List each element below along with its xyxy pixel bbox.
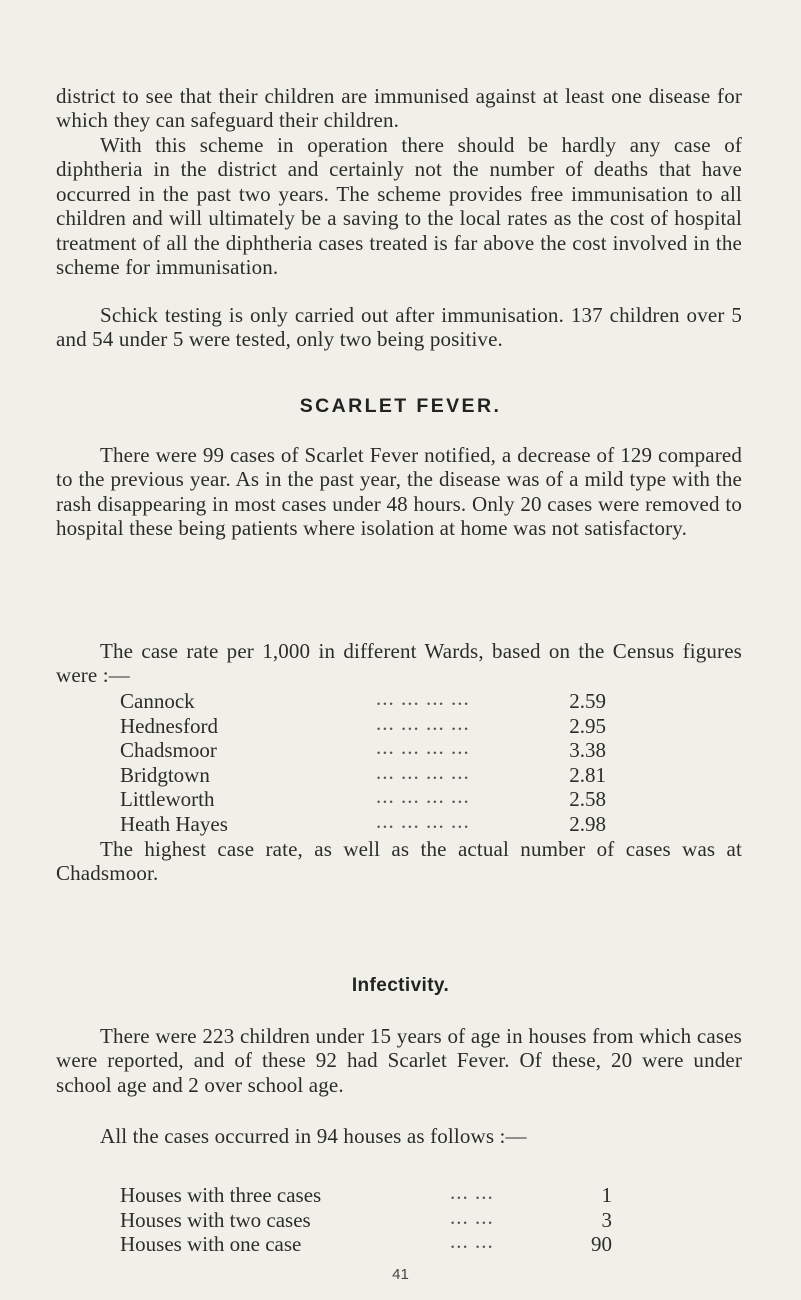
ward-rate: 3.38 xyxy=(569,738,606,763)
ward-name: Hednesford xyxy=(120,713,218,738)
ward-name: Littleworth xyxy=(120,787,215,812)
leader-dots: ... ... xyxy=(450,1204,494,1229)
intro-paragraph-scheme: With this scheme in operation there should be hardly any case of diphtheria in the district and certainly not the number of deaths that have occurred in the past two years. The scheme provides free immunisation to all children and will ultimately be a saving to the local rates as the cost of hospital treatment of all the diphtheria cases treated is far above the cost involved in the scheme for immunisation. xyxy=(56,133,742,280)
ward-rate: 2.95 xyxy=(569,713,606,738)
ward-row xyxy=(120,735,606,763)
ward-row xyxy=(120,686,606,714)
ward-name: Bridgtown xyxy=(120,762,210,787)
ward-name: Heath Hayes xyxy=(120,811,228,836)
houses-row xyxy=(120,1204,612,1233)
houses-cases-table xyxy=(120,1180,612,1257)
ward-rate: 2.58 xyxy=(569,787,606,812)
leader-dots: ... ... ... ... xyxy=(376,759,470,784)
ward-name: Chadsmoor xyxy=(120,738,217,763)
ward-row xyxy=(120,759,606,788)
infectivity-heading: Infectivity. xyxy=(351,975,450,996)
intro-paragraph-schick: Schick testing is only carried out after immunisation. 137 children over 5 and 54 under 5 were tested, only two being positive. xyxy=(56,303,742,352)
infectivity-paragraph-houses: All the cases occurred in 94 houses as follows :— xyxy=(100,1124,527,1148)
scarlet-paragraph-notified: There were 99 cases of Scarlet Fever notified, a decrease of 129 compared to the previous year. As in the past year, the disease was of a mild type with the rash disappearing in most cases under 48 hours. Only 20 cases were removed to hospital these being patients where isolation at home was not satisfactory. xyxy=(56,443,742,541)
leader-dots: ... ... ... ... xyxy=(376,784,470,809)
ward-rate: 2.81 xyxy=(569,762,606,787)
leader-dots: ... ... xyxy=(450,1180,494,1204)
ward-row xyxy=(120,808,606,837)
houses-label: Houses with one case xyxy=(120,1232,302,1257)
houses-count: 90 xyxy=(591,1232,612,1257)
ward-row xyxy=(120,784,606,812)
leader-dots: ... ... ... ... xyxy=(376,686,470,710)
leader-dots: ... ... ... ... xyxy=(376,808,470,833)
leader-dots: ... ... xyxy=(450,1229,494,1254)
leader-dots: ... ... ... ... xyxy=(376,710,470,735)
houses-label: Houses with two cases xyxy=(120,1207,311,1232)
leader-dots: ... ... ... ... xyxy=(376,735,470,760)
ward-name: Cannock xyxy=(120,689,195,713)
page-number: 41 xyxy=(392,1266,409,1283)
scarlet-fever-heading: SCARLET FEVER. xyxy=(299,395,502,417)
ward-row xyxy=(120,710,606,739)
ward-rate: 2.59 xyxy=(569,689,606,713)
ward-rate: 2.98 xyxy=(569,811,606,836)
ward-case-rate-table xyxy=(120,686,606,837)
houses-count: 3 xyxy=(601,1207,612,1232)
houses-row xyxy=(120,1229,612,1257)
scarlet-paragraph-case-rate: The case rate per 1,000 in different Wards, based on the Census figures were :— xyxy=(56,639,742,688)
intro-paragraph-continued: district to see that their children are immunised against at least one disease for which they can safeguard their children. xyxy=(56,84,742,133)
infectivity-paragraph-children: There were 223 children under 15 years of age in houses from which cases were reported, and of these 92 had Scarlet Fever. Of these, 20 were under school age and 2 over school age. xyxy=(56,1024,742,1097)
houses-row xyxy=(120,1180,612,1208)
houses-count: 1 xyxy=(601,1183,612,1207)
houses-label: Houses with three cases xyxy=(120,1183,322,1207)
scarlet-paragraph-highest: The highest case rate, as well as the actual number of cases was at Chadsmoor. xyxy=(56,837,742,886)
